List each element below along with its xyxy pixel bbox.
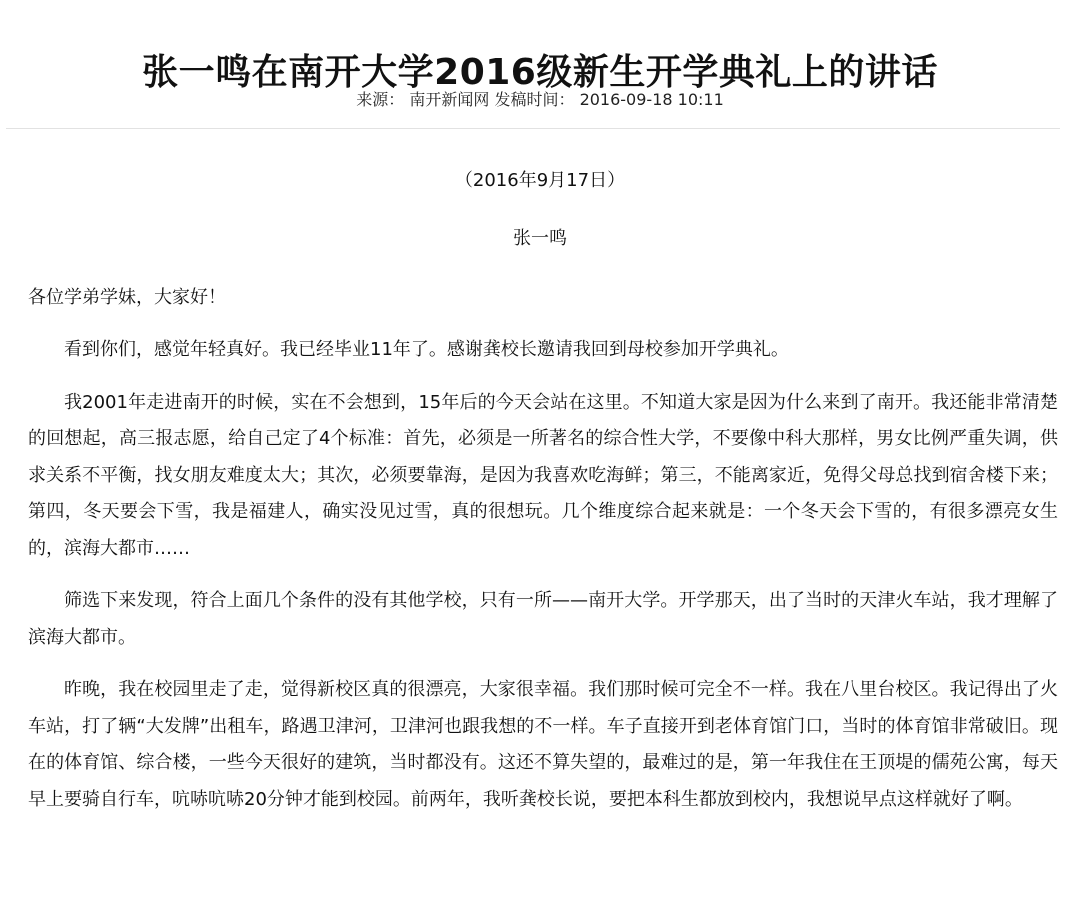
speech-date: （2016年9月17日） — [454, 170, 626, 191]
paragraph-3: 筛选下来发现，符合上面几个条件的没有其他学校，只有一所——南开大学。开学那天，出了当时的天津火车站，我才理解了滨海大都市。 — [28, 590, 1058, 648]
speech-author: 张一鸣 — [513, 228, 567, 249]
publish-time-label: 发稿时间： — [494, 90, 575, 109]
paragraph-4: 昨晚，我在校园里走了走，觉得新校区真的很漂亮，大家很幸福。我们那时候可完全不一样。我在八里台校区。我记得出了火车站，打了辆“大发牌”出租车，路遇卫津河，卫津河也跟我想的不一样。车子直接开到老体育馆门口，当时的体育馆非常破旧。现在的体育馆、综合楼，一些今天很好的建筑，当时都没有。这还不算失望的，最难过的是，第一年我住在王顶堤的儒苑公寓，每天早上要骑自行车，吭哧吭哧20分钟才能到校园。前两年，我听龚校长说，要把本科生都放到校内，我想说早点这样就好了啊。 — [28, 679, 1058, 810]
header-divider — [6, 128, 1060, 129]
article-meta — [0, 86, 1080, 114]
paragraph-2: 我2001年走进南开的时候，实在不会想到，15年后的今天会站在这里。不知道大家是因为什么来到了南开。我还能非常清楚的回想起，高三报志愿，给自己定了4个标准：首先，必须是一所著名的综合性大学，不要像中科大那样，男女比例严重失调，供求关系不平衡，找女朋友难度太大；其次，必须要靠海，是因为我喜欢吃海鲜；第三，不能离家近，免得父母总找到宿舍楼下来；第四，冬天要会下雪，我是福建人，确实没见过雪，真的很想玩。几个维度综合起来就是：一个冬天会下雪的，有很多漂亮女生的，滨海大都市…… — [28, 391, 1058, 559]
article-title: 张一鸣在南开大学2016级新生开学典礼上的讲话 — [142, 52, 938, 94]
paragraph-1: 看到你们，感觉年轻真好。我已经毕业11年了。感谢龚校长邀请我回到母校参加开学典礼。 — [64, 339, 789, 360]
source-label: 来源： — [356, 90, 405, 109]
publish-time: 2016-09-18 10:11 — [579, 90, 724, 109]
article-body — [28, 280, 1058, 834]
source-name: 南开新闻网 — [409, 90, 490, 109]
greeting: 各位学弟学妹，大家好！ — [28, 287, 226, 308]
